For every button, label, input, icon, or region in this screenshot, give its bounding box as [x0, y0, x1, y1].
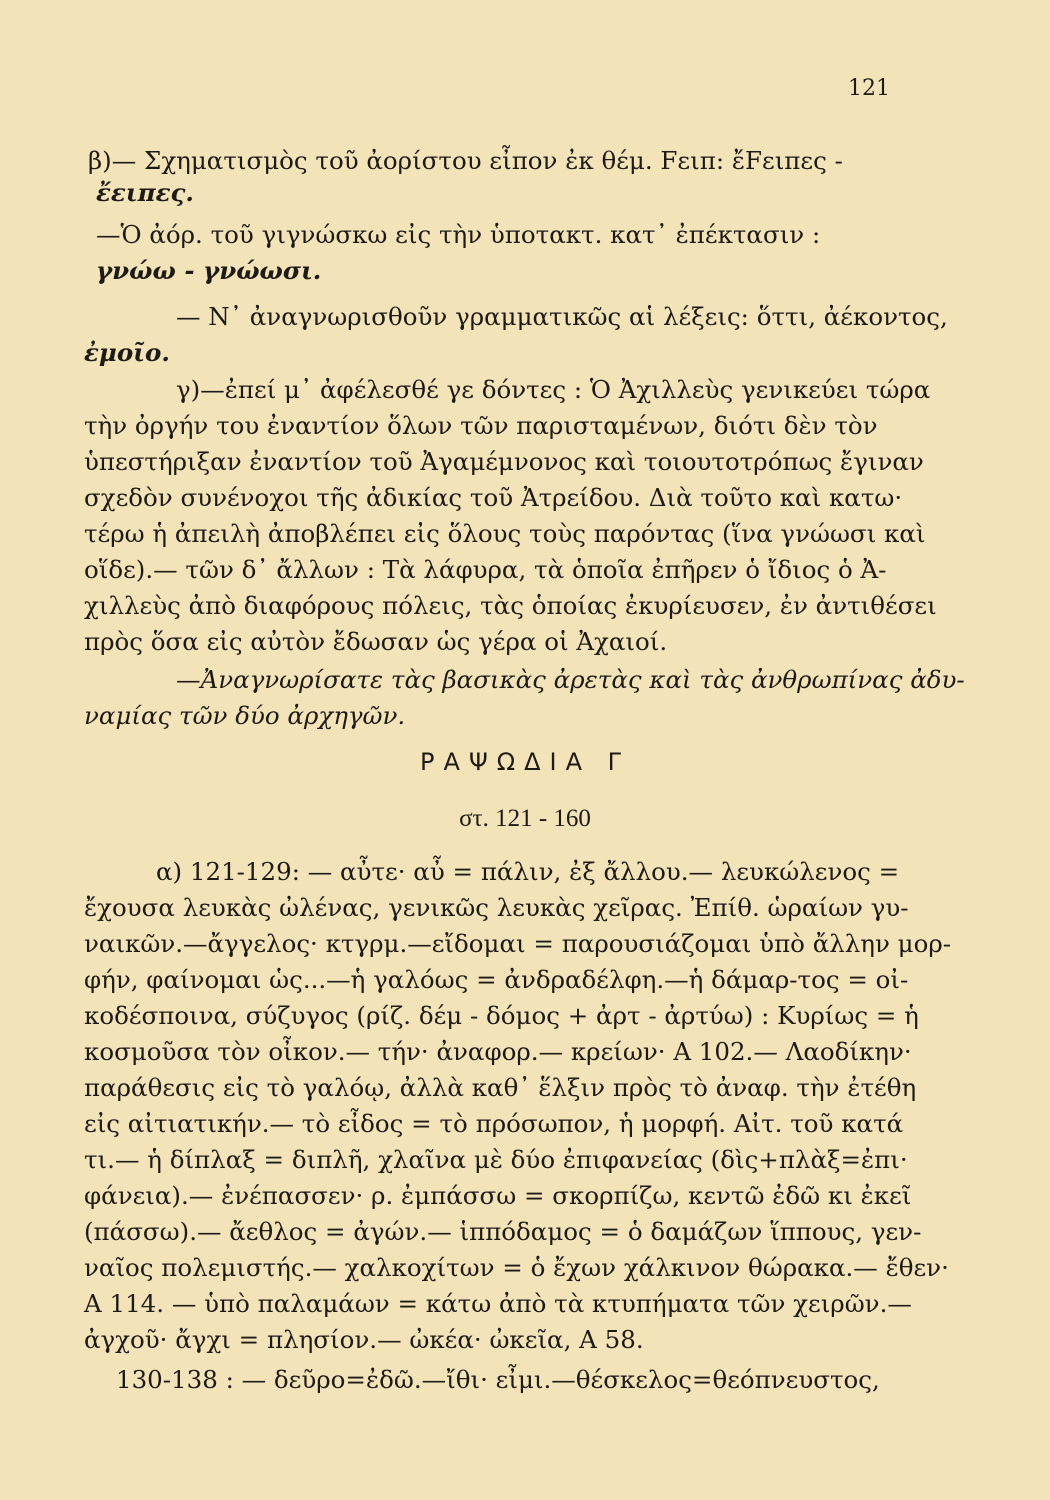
text-line: ἔχουσα λευκὰς ὠλένας, γενικῶς λευκὰς χεῖρας. Ἐπίθ. ὡραίων γυ- — [84, 893, 909, 922]
rhapsody-title: ΡΑΨΩΔΙΑ Γ — [419, 748, 631, 776]
text-line: εἰς αἰτιατικήν.— τὸ εἶδος = τὸ πρόσωπον, ἡ μορφή. Αἰτ. τοῦ κατά — [84, 1109, 904, 1138]
text-line: παράθεσις εἰς τὸ γαλόῳ, ἀλλὰ καθ᾿ ἕλξιν πρὸς τὸ ἀναφ. τὴν ἐτέθη — [84, 1073, 917, 1102]
text-line: ἐμοῖο. — [84, 338, 170, 367]
text-line: ἔειπες. — [96, 178, 194, 207]
text-line: 130-138 : — δεῦρο=ἐδῶ.—ἴθι· εἶμι.—θέσκελος=θεόπνευστος, — [116, 1365, 880, 1394]
text-line: (πάσσω).— ἄεθλος = ἀγών.— ἱππόδαμος = ὁ δαμάζων ἵππους, γεν- — [84, 1217, 922, 1246]
text-line: φάνεια).— ἐνέπασσεν· ρ. ἐμπάσσω = σκορπίζω, κεντῶ ἐδῶ κι ἐκεῖ — [84, 1181, 912, 1210]
text-line: ναῖος πολεμιστής.— χαλκοχίτων = ὁ ἔχων χάλκινον θώρακα.— ἔθεν· — [84, 1253, 949, 1282]
text-line: γνώω - γνώωσι. — [96, 256, 322, 285]
text-line: ὑπεστήριξαν ἐναντίον τοῦ Ἀγαμέμνονος καὶ τοιουτοτρόπως ἔγιναν — [84, 447, 924, 476]
text-line: — Ν᾿ ἀναγνωρισθοῦν γραμματικῶς αἱ λέξεις: ὅττι, ἀέκοντος, — [176, 302, 948, 331]
text-line: β)— Σχηματισμὸς τοῦ ἀορίστου εἶπον ἐκ θέμ. Fειπ: ἔFειπες - — [88, 146, 843, 175]
text-line: χιλλεὺς ἀπὸ διαφόρους πόλεις, τὰς ὁποίας ἐκυρίευσεν, ἐν ἀντιθέσει — [84, 591, 937, 620]
text-line: ἀγχοῦ· ἄγχι = πλησίον.— ὠκέα· ὠκεῖα, Α 58. — [84, 1325, 644, 1354]
text-line: τέρω ἡ ἀπειλὴ ἀποβλέπει εἰς ὅλους τοὺς παρόντας (ἵνα γνώωσι καὶ — [84, 519, 926, 548]
text-line: κοσμοῦσα τὸν οἶκον.— τήν· ἀναφορ.— κρείων· Α 102.— Λαοδίκην· — [84, 1037, 912, 1066]
text-line: —Ὁ ἀόρ. τοῦ γιγνώσκω εἰς τὴν ὑποτακτ. κατ᾿ ἐπέκτασιν : — [96, 220, 821, 249]
text-line: ναικῶν.—ἄγγελος· κτγρμ.—εἴδομαι = παρουσιάζομαι ὑπὸ ἄλλην μορ- — [84, 929, 952, 958]
text-line: σχεδὸν συνένοχοι τῆς ἀδικίας τοῦ Ἀτρείδου. Διὰ τοῦτο καὶ κατω· — [84, 483, 903, 512]
text-line: οἵδε).— τῶν δ᾿ ἄλλων : Τὰ λάφυρα, τὰ ὁποῖα ἐπῆρεν ὁ ἴδιος ὁ Ἀ- — [84, 555, 887, 584]
text-line: ναμίας τῶν δύο ἀρχηγῶν. — [84, 701, 406, 730]
text-line: φήν, φαίνομαι ὡς...—ἡ γαλόως = ἀνδραδέλφη.—ἡ δάμαρ-τος = οἰ- — [84, 965, 909, 994]
verse-range: στ. 121 - 160 — [459, 805, 591, 832]
text-line: γ)—ἐπεί μ᾿ ἀφέλεσθέ γε δόντες : Ὁ Ἀχιλλεὺς γενικεύει τώρα — [176, 375, 931, 404]
text-line: τὴν ὀργήν του ἐναντίον ὅλων τῶν παρισταμένων, διότι δὲν τὸν — [84, 411, 878, 440]
text-line: τι.— ἡ δίπλαξ = διπλῆ, χλαῖνα μὲ δύο ἐπιφανείας (δὶς+πλὰξ=ἐπι· — [84, 1145, 908, 1174]
text-line: α) 121-129: — αὖτε· αὖ = πάλιν, ἐξ ἄλλου.— λευκώλενος = — [156, 857, 900, 886]
text-line: κοδέσποινα, σύζυγος (ρίζ. δέμ - δόμος + ἀρτ - ἀρτύω) : Κυρίως = ἡ — [84, 1001, 919, 1030]
page-number: 121 — [848, 76, 890, 101]
text-line: —Ἀναγνωρίσατε τὰς βασικὰς ἀρετὰς καὶ τὰς ἀνθρωπίνας ἀδυ- — [176, 665, 965, 694]
text-line: πρὸς ὅσα εἰς αὐτὸν ἔδωσαν ὡς γέρα οἱ Ἀχαιοί. — [84, 627, 668, 656]
text-line: Α 114. — ὑπὸ παλαμάων = κάτω ἀπὸ τὰ κτυπήματα τῶν χειρῶν.— — [84, 1289, 912, 1318]
